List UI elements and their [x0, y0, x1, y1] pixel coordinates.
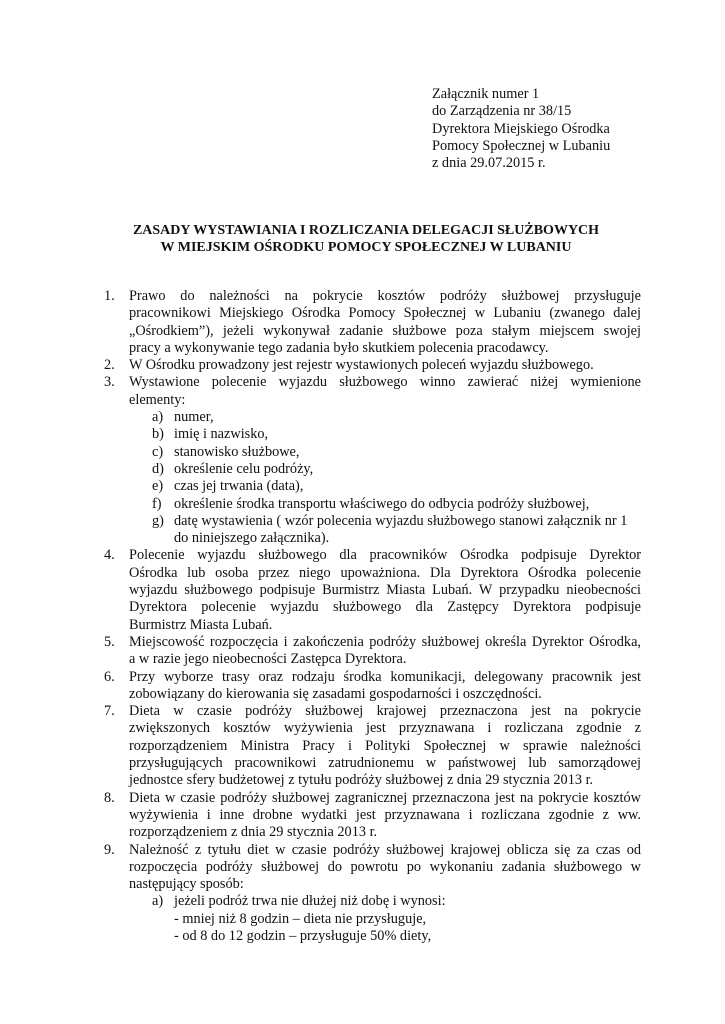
- rule-text-line: Wystawione polecenie wyjazdu służbowego winno zawierać niżej wymienione: [129, 374, 641, 391]
- annex-line: Pomocy Społecznej w Lubaniu: [432, 137, 611, 154]
- rule-text: [129, 703, 641, 789]
- rule-number: 9.: [104, 841, 115, 858]
- rule-text: [129, 547, 641, 633]
- sub-item-text-line: datę wystawienia ( wzór polecenia wyjazdu służbowego stanowi załącznik nr 1: [174, 512, 628, 529]
- sub-item-letter: a): [152, 409, 164, 426]
- rule-text-line: przysługujących pracownikowi zatrudnionemu w państwowej lub samorządowej: [129, 755, 641, 772]
- sub-item: [0, 461, 642, 478]
- sub-item-text-line: określenie środka transportu właściwego do odbycia podróży służbowej,: [174, 495, 590, 512]
- rule-text-line: a w razie jego nieobecności Zastępca Dyrektora.: [129, 651, 407, 668]
- rule-text-line: Należność z tytułu diet w czasie podróży służbowej krajowej oblicza się za czas od: [129, 841, 641, 858]
- rule-item: [0, 842, 642, 946]
- rule-text-line: wyżywienia i inne drobne wydatki jest przyznawana i rozliczana zgodnie z ww.: [129, 806, 641, 823]
- sub-item-text-line: imię i nazwisko,: [174, 426, 269, 443]
- sub-item-letter: b): [152, 426, 164, 443]
- rule-text-line: Burmistrz Miasta Lubań.: [129, 616, 273, 633]
- annex-line: z dnia 29.07.2015 r.: [432, 155, 546, 172]
- annex-line: Dyrektora Miejskiego Ośrodka: [432, 120, 610, 137]
- title-line-2: W MIEJSKIM OŚRODKU POMOCY SPOŁECZNEJ W LUBANIU: [160, 240, 572, 255]
- rule-text-line: elementy:: [129, 391, 186, 408]
- rule-item: [0, 669, 642, 704]
- sub-item-letter: d): [152, 460, 164, 477]
- dash-item: - mniej niż 8 godzin – dieta nie przysługuje,: [174, 910, 427, 927]
- rule-text-line: „Ośrodkiem”), jeżeli wykonywał zadanie służbowe poza stałym miejscem swojej: [129, 322, 641, 339]
- rule-number: 5.: [104, 633, 115, 650]
- annex-line: Załącznik numer 1: [432, 86, 540, 102]
- rule-number: 3.: [104, 374, 115, 391]
- rule-text-line: wyjazdu służbowego podpisuje Burmistrz Miasta Lubań. W przypadku nieobecności: [129, 582, 641, 599]
- rule-number: 6.: [104, 668, 115, 685]
- rule-text-line: Ośrodka lub osoba przez niego upoważniona. Dla Dyrektora Ośrodka polecenie: [129, 564, 641, 581]
- rule-item: [0, 547, 642, 633]
- sub-item-letter: g): [152, 512, 164, 529]
- sub-item: [0, 496, 642, 513]
- sub-item-text: [174, 496, 642, 513]
- rule-number: 2.: [104, 357, 115, 374]
- sub-item-text: [174, 426, 642, 443]
- sub-list: [0, 409, 642, 547]
- rule-text-line: zobowiązany do kierowania się zasadami gospodarności i oszczędności.: [129, 685, 542, 702]
- rule-text-line: Prawo do należności na pokrycie kosztów podróży służbowej przysługuje: [129, 288, 641, 304]
- sub-item-text: [174, 893, 642, 910]
- rule-number: 7.: [104, 703, 115, 720]
- rule-text-line: rozporządzeniem z dnia 29 stycznia 2013 r.: [129, 824, 378, 841]
- rule-text-line: rozpoczęcia podróży służbowej do powrotu po wykonaniu zadania służbowego w: [129, 858, 641, 875]
- rule-text: [129, 357, 641, 374]
- rule-text: [129, 669, 641, 704]
- rule-text-line: Dyrektora polecenie wyjazdu służbowego dla Zastępcy Dyrektora podpisuje: [129, 599, 641, 616]
- rule-text: [129, 288, 641, 357]
- annex-line: do Zarządzenia nr 38/15: [432, 103, 572, 120]
- sub-item-text: [174, 409, 642, 426]
- rule-number: 4.: [104, 547, 115, 564]
- sub-item: [0, 409, 642, 426]
- rule-text: [129, 374, 641, 409]
- rule-text-line: następujący sposób:: [129, 876, 244, 893]
- rule-item: [0, 790, 642, 842]
- document-title: [96, 222, 636, 256]
- rule-text-line: Dieta w czasie podróży służbowej krajowej przeznaczona jest na pokrycie: [129, 703, 641, 720]
- sub-item-letter: f): [152, 495, 162, 512]
- sub-item-text-line: jeżeli podróż trwa nie dłużej niż dobę i wynosi:: [174, 893, 446, 910]
- rule-text-line: Polecenie wyjazdu służbowego dla pracowników Ośrodka podpisuje Dyrektor: [129, 547, 641, 564]
- rule-text-line: pracy a wykonywanie tego zadania było skutkiem polecenia pracodawcy.: [129, 339, 549, 356]
- rule-text: [129, 634, 641, 669]
- rule-text: [129, 842, 641, 894]
- rule-text: [129, 790, 641, 842]
- rule-item: [0, 703, 642, 789]
- dash-item: - od 8 do 12 godzin – przysługuje 50% diety,: [174, 927, 432, 944]
- title-line-1: ZASADY WYSTAWIANIA I ROZLICZANIA DELEGACJI SŁUŻBOWYCH: [132, 223, 600, 238]
- sub-item-text: [174, 444, 642, 461]
- sub-item-letter: c): [152, 443, 164, 460]
- annex-reference: [432, 86, 692, 172]
- sub-item-text-line: numer,: [174, 409, 214, 426]
- sub-item-text-line: do niniejszego załącznika).: [174, 530, 330, 547]
- sub-item: [0, 478, 642, 495]
- sub-item-text-line: stanowisko służbowe,: [174, 443, 300, 460]
- rule-text-line: Miejscowość rozpoczęcia i zakończenia podróży służbowej określa Dyrektor Ośrodka,: [129, 633, 641, 650]
- rule-text-line: jednostce sfery budżetowej z tytułu podróży służbowej z dnia 29 stycznia 2013 r.: [129, 772, 594, 789]
- sub-item-text-line: określenie celu podróży,: [174, 460, 314, 477]
- sub-list: [0, 893, 642, 910]
- rule-text-line: Dieta w czasie podróży służbowej zagranicznej przeznaczona jest na pokrycie kosztów: [129, 789, 641, 806]
- sub-item-text: [174, 513, 642, 548]
- rule-text-line: W Ośrodku prowadzony jest rejestr wystawionych poleceń wyjazdu służbowego.: [129, 357, 594, 374]
- rule-text-line: pracownikowi Miejskiego Ośrodka Pomocy Społecznej w Lubaniu (zwanego dalej: [129, 305, 641, 322]
- rule-item: [0, 357, 642, 374]
- sub-item-text: [174, 478, 642, 495]
- rule-text-line: Przy wyborze trasy oraz rodzaju środka komunikacji, delegowany pracownik jest: [129, 668, 641, 685]
- rule-number: 8.: [104, 789, 115, 806]
- rule-text-line: zwiększonych kosztów wyżywienia jest przyznawana i rozliczana zgodnie z: [129, 720, 641, 737]
- rule-item: [0, 374, 642, 547]
- sub-item-letter: a): [152, 893, 164, 910]
- rule-item: [0, 288, 642, 357]
- rule-number: 1.: [104, 288, 115, 304]
- sub-item: [0, 444, 642, 461]
- sub-item: [0, 426, 642, 443]
- sub-item-text-line: czas jej trwania (data),: [174, 478, 304, 495]
- sub-item-letter: e): [152, 478, 164, 495]
- rule-text-line: rozporządzeniem Ministra Pracy i Polityki Społecznej w sprawie należności: [129, 737, 641, 754]
- sub-item: [0, 513, 642, 548]
- rule-item: [0, 634, 642, 669]
- rules-list: [0, 288, 642, 945]
- sub-item: [0, 893, 642, 910]
- sub-item-text: [174, 461, 642, 478]
